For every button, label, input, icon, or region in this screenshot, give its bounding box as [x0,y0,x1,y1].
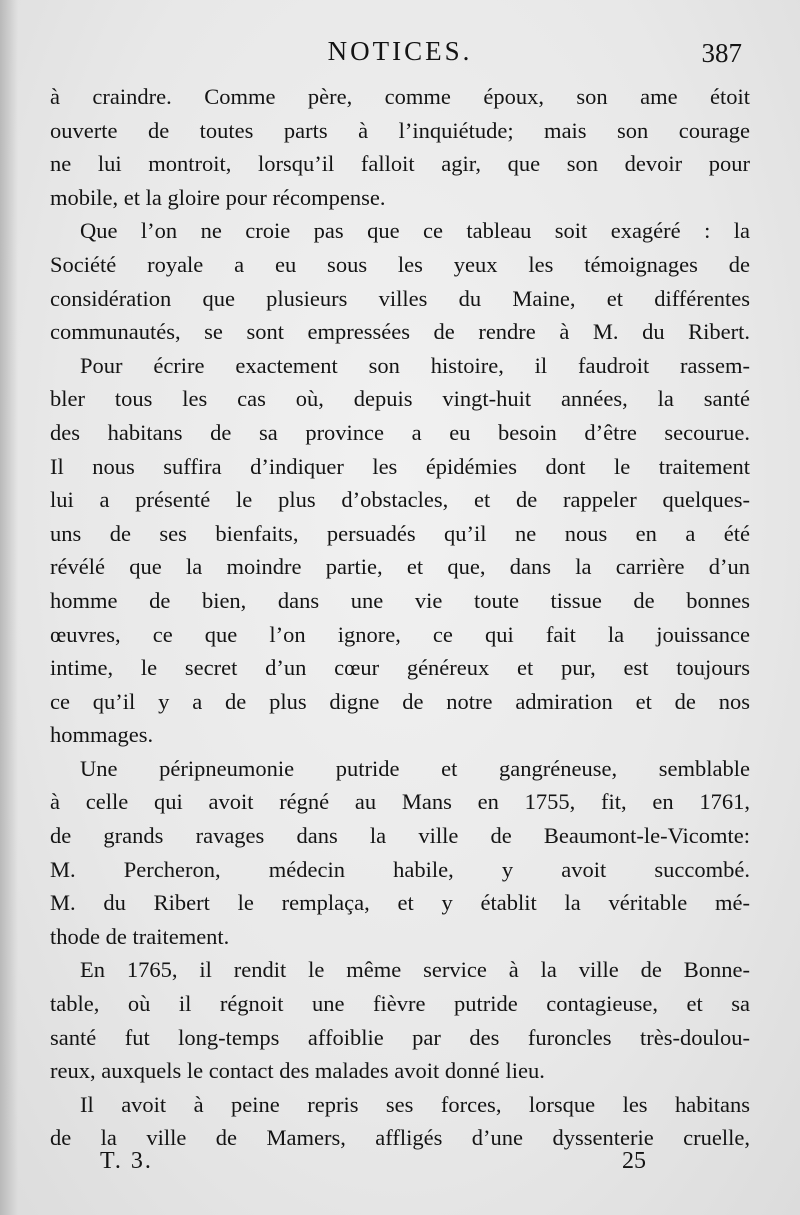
volume-signature: T. 3. [100,1148,153,1174]
text-line: thode de traitement. [50,923,230,949]
page-number: 387 [701,38,742,68]
text-line: Il avoit à peine repris ses forces, lorsque les habitans [80,1091,750,1117]
text-line: lui a présenté le plus d’obstacles, et de rappeler quelques- [50,487,750,513]
text-line: Que l’on ne croie pas que ce tableau soit exagéré : la [80,218,750,244]
body-text [50,80,750,1155]
text-line: Pour écrire exactement son histoire, il faudroit rassem- [80,352,750,378]
text-line: des habitans de sa province a eu besoin d’être secourue. [50,419,750,445]
text-line: de la ville de Mamers, affligés d’une dyssenterie cruelle, [50,1125,750,1151]
text-line: œuvres, ce que l’on ignore, ce qui fait la jouissance [50,621,750,647]
text-line: M. du Ribert le remplaça, et y établit la véritable mé- [50,890,750,916]
text-line: révélé que la moindre partie, et que, dans la carrière d’un [50,554,750,580]
page-footer [0,1148,800,1188]
text-line: bler tous les cas où, depuis vingt-huit années, la santé [50,386,750,412]
text-line: ce qu’il y a de plus digne de notre admiration et de nos [50,688,750,714]
sheet-number: 25 [622,1148,646,1174]
text-line: à celle qui avoit régné au Mans en 1755, fit, en 1761, [50,789,750,815]
text-line: Société royale a eu sous les yeux les témoignages de [50,251,750,277]
text-line: de grands ravages dans la ville de Beaumont-le-Vicomte: [50,823,750,849]
text-line: En 1765, il rendit le même service à la ville de Bonne- [80,957,750,983]
text-line: uns de ses bienfaits, persuadés qu’il ne nous en a été [50,520,750,546]
text-line: hommages. [50,722,154,748]
text-line: reux, auxquels le contact des malades avoit donné lieu. [50,1058,545,1084]
text-line: homme de bien, dans une vie toute tissue de bonnes [50,587,750,613]
text-line: considération que plusieurs villes du Maine, et différentes [50,285,750,311]
text-line: ouverte de toutes parts à l’inquiétude; mais son courage [50,117,750,143]
text-line: mobile, et la gloire pour récompense. [50,184,386,210]
text-line: intime, le secret d’un cœur généreux et pur, est toujours [50,655,750,681]
text-line: santé fut long-temps affoiblie par des furoncles très-doulou- [50,1024,750,1050]
text-line: communautés, se sont empressées de rendre à M. du Ribert. [50,319,750,345]
running-title: NOTICES. [327,36,473,66]
text-line: à craindre. Comme père, comme époux, son ame étoit [50,84,750,109]
text-line: Il nous suffira d’indiquer les épidémies dont le traitement [50,453,750,479]
text-line: ne lui montroit, lorsqu’il falloit agir, que son devoir pour [50,151,750,177]
text-line: table, où il régnoit une fièvre putride contagieuse, et sa [50,991,750,1017]
page-header [0,36,800,76]
text-line: Une péripneumonie putride et gangréneuse, semblable [80,755,750,781]
text-line: M. Percheron, médecin habile, y avoit succombé. [50,856,750,882]
